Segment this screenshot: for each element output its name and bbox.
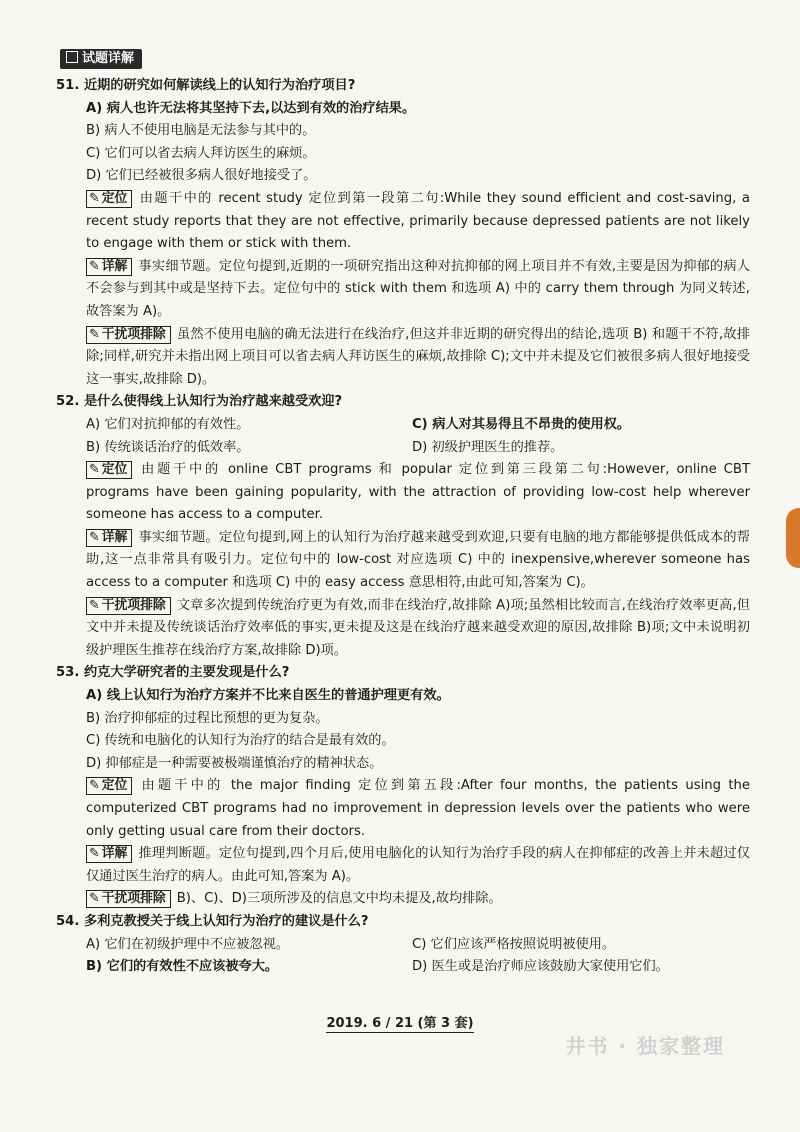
pen-icon: ✎ (89, 891, 100, 907)
detail-tag: ✎ 详解 (86, 258, 132, 276)
detail-paragraph: ✎ 详解 推理判断题。定位句提到,四个月后,使用电脑化的认知行为治疗手段的病人在抑郁症的改善上并未超过仅仅通过医生治疗的病人。由此可知,答案为 A)。 (86, 846, 750, 884)
option: A) 线上认知行为治疗方案并不比来自医生的普通护理更有效。 (86, 688, 450, 704)
question-54: 54. 多利克教授关于线上认知行为治疗的建议是什么? (56, 913, 369, 929)
watermark: 井书 · 独家整理 (565, 1034, 725, 1058)
option: A) 它们在初级护理中不应被忽视。 (86, 936, 289, 952)
locate-paragraph: ✎ 定位 由题干中的 the major finding 定位到第五段:After four months, the patients using the computerized CBT programs had no improvement in depression levels over the patients who were only getting usual care from their doctors. (86, 778, 750, 839)
option: B) 传统谈话治疗的低效率。 (86, 439, 250, 455)
exclude-tag: ✎ 干扰项排除 (86, 890, 171, 908)
option: A) 它们对抗抑郁的有效性。 (86, 416, 250, 432)
notebook-icon (66, 51, 78, 63)
detail-paragraph: ✎ 详解 事实细节题。定位句提到,近期的一项研究指出这种对抗抑郁的网上项目并不有效,主要是因为抑郁的病人不会参与到其中或是坚持下去。定位句中的 stick with them 和选项 A) 中的 carry them through 为同义转述,故答案为 A)。 (86, 258, 750, 319)
option: C) 传统和电脑化的认知行为治疗的结合是最有效的。 (86, 733, 395, 749)
pen-icon: ✎ (89, 846, 100, 862)
page-footer (0, 1012, 800, 1031)
option: D) 它们已经被很多病人很好地接受了。 (86, 168, 317, 184)
exclude-paragraph: ✎ 干扰项排除 B)、C)、D)三项所涉及的信息文中均未提及,故均排除。 (60, 888, 750, 911)
option-row (60, 934, 750, 957)
detail-tag: ✎ 详解 (86, 529, 132, 547)
pen-icon: ✎ (89, 778, 100, 794)
option-row (60, 414, 750, 437)
locate-tag: ✎ 定位 (86, 461, 132, 479)
pen-icon: ✎ (89, 462, 100, 478)
exclude-tag: ✎ 干扰项排除 (86, 597, 171, 615)
exclude-tag: ✎ 干扰项排除 (86, 326, 171, 344)
option: B) 病人不使用电脑是无法参与其中的。 (86, 123, 316, 139)
option: C) 它们可以省去病人拜访医生的麻烦。 (86, 145, 316, 161)
option: D) 初级护理医生的推荐。 (412, 439, 564, 455)
locate-tag: ✎ 定位 (86, 190, 132, 208)
section-header (60, 49, 142, 69)
option: C) 它们应该严格按照说明被使用。 (412, 936, 616, 952)
question-53: 53. 约克大学研究者的主要发现是什么? (56, 665, 290, 681)
exclude-paragraph: ✎ 干扰项排除 虽然不使用电脑的确无法进行在线治疗,但这并非近期的研究得出的结论,选项 B) 和题干不符,故排除;同样,研究并未指出网上项目可以省去病人拜访医生的麻烦,故排除 C);文中并未提及它们被很多病人很好地接受这一事实,故排除 D)。 (86, 326, 750, 387)
page-number: 2019. 6 / 21 (第 3 套) (326, 1016, 474, 1031)
document-body (56, 48, 750, 979)
option-row (60, 437, 750, 460)
locate-paragraph: ✎ 定位 由题干中的 online CBT programs 和 popular 定位到第三段第二句:However, online CBT programs have been gaining popularity, with the attraction of providing low-cost help wherever someone has access to a computer. (86, 462, 750, 523)
pen-icon: ✎ (89, 258, 100, 274)
option: D) 医生或是治疗师应该鼓励大家使用它们。 (412, 959, 669, 975)
detail-paragraph: ✎ 详解 事实细节题。定位句提到,网上的认知行为治疗越来越受到欢迎,只要有电脑的地方都能够提供低成本的帮助,这一点非常具有吸引力。定位句中的 low-cost 对应选项 C) 中的 inexpensive,wherever someone has access to a computer 和选项 C) 中的 easy access 意思相符,由此可知,答案为 C)。 (86, 529, 750, 591)
pen-icon: ✎ (89, 190, 100, 206)
option-row (60, 956, 750, 979)
pen-icon: ✎ (89, 529, 100, 545)
question-51: 51. 近期的研究如何解读线上的认知行为治疗项目? (56, 78, 356, 93)
option: B) 它们的有效性不应该被夸大。 (86, 959, 279, 975)
question-52: 52. 是什么使得线上认知行为治疗越来越受欢迎? (56, 394, 343, 410)
pen-icon: ✎ (89, 597, 100, 613)
option: D) 抑郁症是一种需要被极端谨慎治疗的精神状态。 (86, 755, 383, 771)
exclude-paragraph: ✎ 干扰项排除 文章多次提到传统治疗更为有效,而非在线治疗,故排除 A)项;虽然相比较而言,在线治疗效率更高,但文中并未提及传统谈话治疗效率低的事实,更未提及这是在线治疗越来越受欢迎的原因,故排除 B)项;文中未说明初级护理医生推荐在线治疗方案,故排除 D)项。 (86, 597, 750, 658)
locate-tag: ✎ 定位 (86, 777, 132, 795)
detail-tag: ✎ 详解 (86, 845, 132, 863)
section-title: 试题详解 (82, 51, 135, 66)
option: A) 病人也许无法将其坚持下去,以达到有效的治疗结果。 (86, 100, 416, 116)
pen-icon: ✎ (89, 326, 100, 342)
page-edge-mark (786, 508, 800, 568)
option: B) 治疗抑郁症的过程比预想的更为复杂。 (86, 710, 329, 726)
option: C) 病人对其易得且不昂贵的使用权。 (412, 416, 631, 432)
locate-paragraph: ✎ 定位 由题干中的 recent study 定位到第一段第二句:While they sound efficient and cost-saving, a recent study reports that they are not effective, primarily because depressed patients are not likely to engage with them or stick with them. (86, 190, 750, 252)
